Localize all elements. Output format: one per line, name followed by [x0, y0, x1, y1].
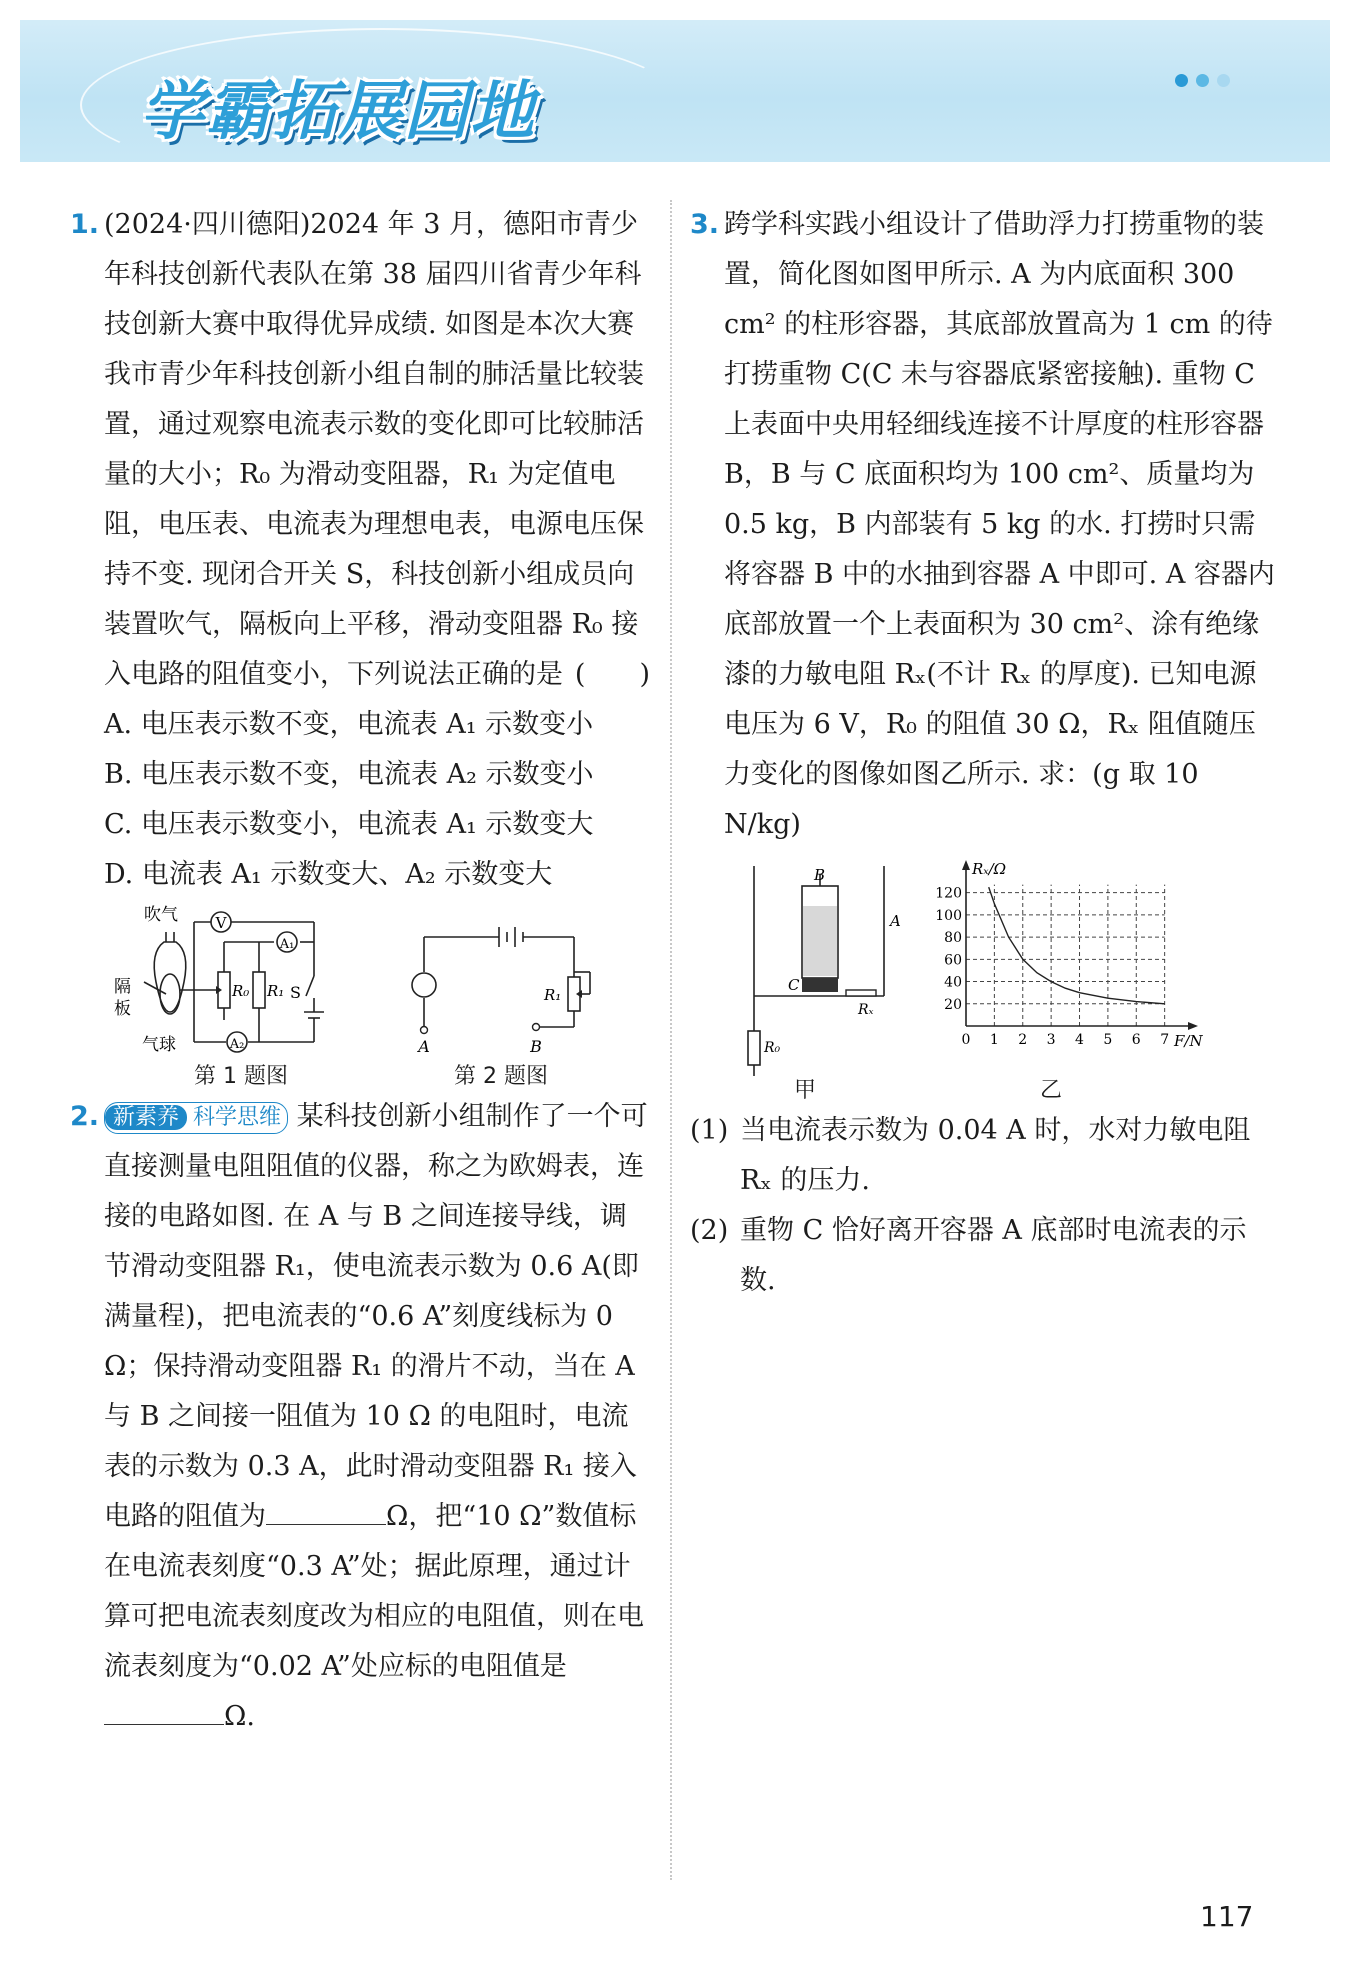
- banner-dots: [1167, 72, 1230, 91]
- terminal-b-label: B: [530, 1037, 542, 1056]
- banner-dot: [1196, 74, 1209, 87]
- badge-tag: 科学思维: [193, 1104, 282, 1130]
- figure-yi-chart: [926, 856, 1206, 1076]
- question-text: Ω.: [224, 1701, 255, 1732]
- x-tick-label: 7: [1160, 1032, 1170, 1048]
- x-tick-label: 6: [1131, 1032, 1141, 1048]
- plate-label-2: 板: [114, 999, 131, 1019]
- switch-label: S: [290, 983, 301, 1002]
- question-number: 2.: [70, 1101, 100, 1132]
- chart-ticks: [935, 886, 1169, 1048]
- question-text: 某科技创新小组制作了一个可直接测量电阻阻值的仪器，称之为欧姆表，连接的电路如图. 在 A 与 B 之间连接导线，调节滑动变阻器 R₁，使电流表示数为 0.6 A(即满量程)，把电流表的“0.6 A”刻度线标为 0 Ω；保持滑动变阻器 R₁ 的滑片不动，当在 A 与 B 之间接一阻值为 10 Ω 的电阻时，电流表的示数为 0.3 A，此时滑动变阻器 R₁ 接入电路的阻值为: [104, 1101, 648, 1532]
- question-number: 1.: [70, 209, 100, 240]
- ammeter-a2-label: A₂: [229, 1037, 245, 1052]
- question-text: 跨学科实践小组设计了借助浮力打捞重物的装置，简化图如图甲所示. A 为内底面积 300 cm² 的柱形容器，其底部放置高为 1 cm 的待打捞重物 C(C 未与容器底紧密接触). 重物 C 上表面中央用轻细线连接不计厚度的柱形容器 B，B 与 C 底面积均为 100 cm²、质量均为 0.5 kg，B 内部装有 5 kg 的水. 打捞时只需将容器 B 中的水抽到容器 A 中即可. A 容器内底部放置一个上表面积为 30 cm²、涂有绝缘漆的力敏电阻 Rₓ(不计 Rₓ 的厚度). 已知电源电压为 6 V，R₀ 的阻值 30 Ω，Rₓ 阻值随压力变化的图像如图乙所示. 求：(g 取 10 N/kg): [724, 209, 1275, 840]
- rx-force-curve: [989, 887, 1165, 1004]
- answer-blank-2[interactable]: [104, 1694, 224, 1725]
- weight-c-label: C: [788, 976, 800, 994]
- header-banner: [20, 20, 1330, 162]
- r1-label: R₁: [544, 986, 562, 1004]
- x-tick-label: 4: [1075, 1032, 1084, 1048]
- question-number: 3.: [690, 209, 720, 240]
- x-tick-label: 0: [961, 1032, 971, 1048]
- option-a: A. 电压表示数不变，电流表 A₁ 示数变小: [104, 709, 594, 740]
- r0-label: R₀: [232, 982, 250, 1000]
- left-column: [70, 200, 650, 1742]
- y-tick-label: 40: [944, 974, 962, 991]
- banner-title: 学霸拓展园地: [140, 75, 536, 149]
- figure-jia-apparatus: [724, 856, 904, 1076]
- ammeter-a1-label: A₁: [279, 937, 295, 952]
- answer-blank-1[interactable]: [266, 1494, 386, 1525]
- question-1: [70, 200, 650, 700]
- subquestion-number: (2): [690, 1215, 729, 1246]
- figure-1-caption: 第 1 题图: [194, 1064, 288, 1089]
- question-3: [690, 200, 1280, 850]
- y-tick-label: 20: [944, 996, 962, 1013]
- y-tick-label: 120: [935, 885, 962, 902]
- answer-parentheses: ( ): [574, 659, 650, 690]
- subquestion-text: 重物 C 恰好离开容器 A 底部时电流表的示数.: [740, 1215, 1247, 1296]
- y-tick-label: 100: [935, 907, 962, 924]
- subquestion-text: 当电流表示数为 0.04 A 时，水对力敏电阻 Rₓ 的压力.: [740, 1115, 1251, 1196]
- rx-label: Rₓ: [858, 1002, 874, 1018]
- right-column: [690, 200, 1280, 1306]
- subquestion-number: (1): [690, 1115, 729, 1146]
- question-text: Ω，把“10 Ω”数值标在电流表刻度“0.3 A”处；据此原理，通过计算可把电流表刻度改为相应的电阻值，则在电流表刻度为“0.02 A”处应标的电阻值是: [104, 1501, 644, 1682]
- badge-label: 新素养: [105, 1105, 187, 1130]
- y-tick-label: 60: [944, 952, 962, 969]
- figure-yi-caption: 乙: [1040, 1078, 1063, 1103]
- banner-dot: [1217, 74, 1230, 87]
- voltmeter-label: V: [215, 914, 227, 932]
- figure-2-caption: 第 2 题图: [454, 1064, 548, 1089]
- option-c: C. 电压表示数变小，电流表 A₁ 示数变大: [104, 809, 594, 840]
- column-divider: [670, 200, 672, 1880]
- figures-jia-yi: [690, 856, 1280, 1106]
- banner-dot: [1175, 74, 1188, 87]
- r0-label: R₀: [764, 1040, 781, 1056]
- x-tick-label: 2: [1018, 1032, 1028, 1048]
- page-number: 117: [1200, 1900, 1254, 1933]
- x-tick-label: 5: [1103, 1032, 1113, 1048]
- option-d: D. 电流表 A₁ 示数变大、A₂ 示数变大: [104, 859, 553, 890]
- subquestion-2: [690, 1206, 1280, 1306]
- question-2: [70, 1092, 650, 1742]
- x-tick-label: 3: [1046, 1032, 1056, 1048]
- chart-y-axis-label: Rₓ/Ω: [972, 860, 1007, 878]
- chart-x-axis-label: F/N: [1174, 1032, 1203, 1050]
- figures-1-2: [104, 902, 650, 1092]
- terminal-a-label: A: [418, 1037, 430, 1056]
- literacy-badge: [104, 1102, 288, 1134]
- y-tick-label: 80: [944, 930, 962, 947]
- blow-label: 吹气: [144, 905, 178, 925]
- balloon-label: 气球: [142, 1035, 176, 1055]
- container-b-label: B: [814, 866, 826, 884]
- figure-2-circuit: [404, 902, 604, 1062]
- option-b: B. 电压表示数不变，电流表 A₂ 示数变小: [104, 759, 594, 790]
- figure-jia-caption: 甲: [794, 1078, 817, 1103]
- container-a-label: A: [890, 912, 901, 930]
- plate-label-1: 隔: [114, 977, 131, 997]
- question-text: (2024·四川德阳)2024 年 3 月，德阳市青少年科技创新代表队在第 38 届四川省青少年科技创新大赛中取得优异成绩. 如图是本次大赛我市青少年科技创新小组自制的肺活量比较装置，通过观察电流表示数的变化即可比较肺活量的大小；R₀ 为滑动变阻器，R₁ 为定值电阻，电压表、电流表为理想电表，电源电压保持不变. 现闭合开关 S，科技创新小组成员向装置吹气，隔板向上平移，滑动变阻器 R₀ 接入电路的阻值变小，下列说法正确的是: [104, 209, 644, 690]
- r1-label: R₁: [267, 982, 285, 1000]
- x-axis-arrow: [1188, 1022, 1198, 1030]
- x-tick-label: 1: [989, 1032, 999, 1048]
- y-axis-arrow: [962, 860, 970, 870]
- subquestion-1: [690, 1106, 1280, 1206]
- figure-1-circuit: [104, 902, 354, 1062]
